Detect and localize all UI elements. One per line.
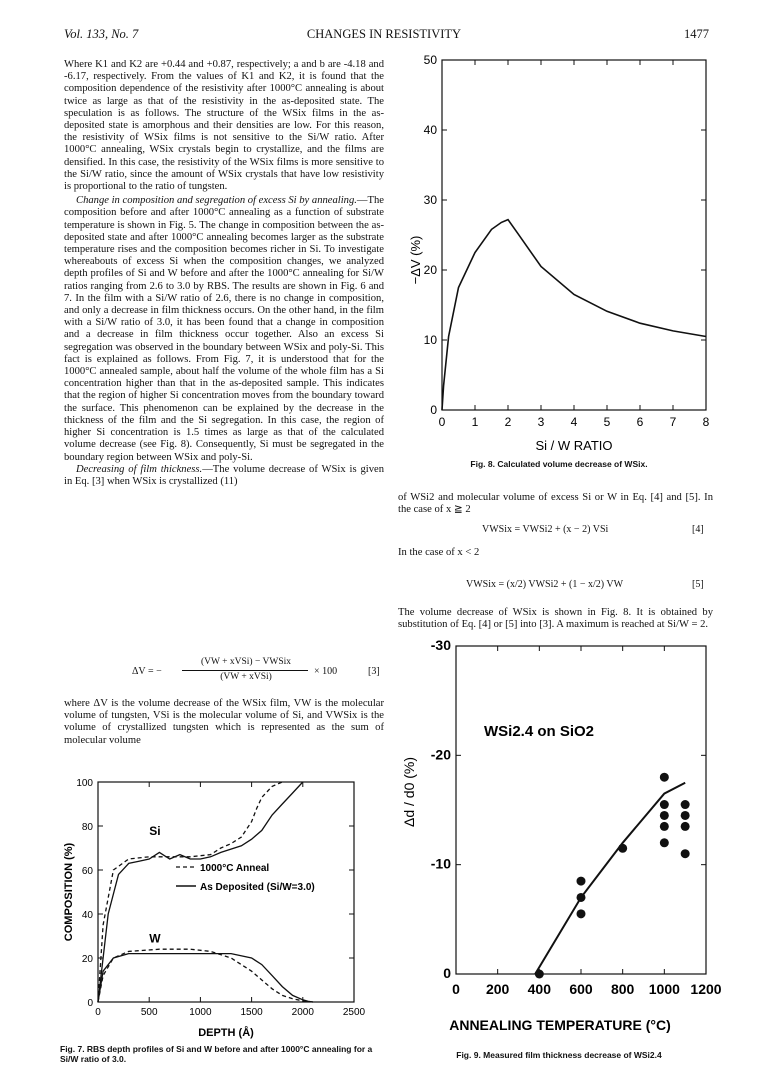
x-axis-label: ANNEALING TEMPERATURE (°C) bbox=[449, 1017, 671, 1033]
y-tick-label: 20 bbox=[81, 954, 93, 965]
plot-frame bbox=[442, 60, 706, 410]
y-tick-label: 40 bbox=[81, 910, 93, 921]
x-tick-label: 5 bbox=[603, 415, 611, 429]
legend-label: As Deposited (Si/W=3.0) bbox=[200, 882, 315, 893]
data-point bbox=[660, 838, 669, 847]
y-tick-label: -30 bbox=[430, 637, 451, 653]
left-text-column-bottom bbox=[64, 698, 384, 747]
eq3-denominator: (VW + xVSi) bbox=[220, 672, 272, 682]
eq4-body: VWSix = VWSi2 + (x − 2) VSi bbox=[482, 524, 609, 535]
y-tick-label: 80 bbox=[81, 822, 93, 833]
x-tick-label: 3 bbox=[537, 415, 545, 429]
eq3-tail: × 100 bbox=[314, 666, 338, 677]
fig8-chart bbox=[400, 50, 718, 460]
paragraph bbox=[64, 464, 384, 488]
left-text-column bbox=[64, 59, 384, 488]
data-point bbox=[681, 849, 690, 858]
paragraph-text: —The composition before and after 1000°C annealing as a function of substrate temperature is shown in Fig. 5. The change in composition between the as-deposited state and after 1000°C annealing becomes larger as the substrate temperature rises and the composition becomes richer in Si. To investigate whereabouts of excess Si when the composition changes, we analyzed depth profiles of Si and W before and after the 1000°C annealing for Si/W ratios ranging from 2.6 to 3.0 by RBS. The results are shown in Fig. 6 and 7. In the film with a Si/W ratio of 2.6, there is no change in composition, and only a decrease in film thickness occurs. On the other hand, in the film with a Si/W ratio of 3.0, it has been found that a change in composition and a decrease in film thickness occur together. Also an excess Si segregation was observed in the boundary between WSix and poly-Si. This fact is explained as follows. From Fig. 7, it is understood that for the 1000°C annealed sample, about half the volume of the whole film has a Si concentration higher than that in the as-deposited sample. This indicates that the region of higher Si concentration moves from the boundary toward the surface. This phenomenon can be explained by the decrease in the thickness of the film and the Si segregation. In this case, the region of higher Si concentration is 1.5 times as large as that of the calculated volume decrease (see Fig. 8). Consequently, Si must be segregated in the boundary region between WSix and poly-Si. bbox=[64, 195, 384, 463]
x-axis-label: Si / W RATIO bbox=[535, 438, 613, 453]
section-heading: Change in composition and segregation of excess Si by annealing. bbox=[76, 195, 357, 207]
x-tick-label: 0 bbox=[452, 981, 460, 997]
data-point bbox=[660, 800, 669, 809]
paragraph: The volume decrease of WSix is shown in Fig. 8. It is obtained by substitution of Eq. [4] or [5] into [3]. A maximum is reached at Si/W = 2. bbox=[398, 607, 713, 631]
legend-label: 1000°C Anneal bbox=[200, 863, 270, 874]
fig9-caption: Fig. 9. Measured film thickness decrease of WSi2.4 bbox=[456, 1050, 662, 1060]
data-point bbox=[618, 844, 627, 853]
paragraph: Where K1 and K2 are +0.44 and +0.87, respectively; a and b are -4.18 and -6.17, respectively. From the values of K1 and K2, it is found that the composition dependence of the resistivity after 1000°C annealing is about twice as large as that of the resistivity in the as-deposited state. The speculation is as follows. The structure of the WSix films in the as-deposited state is amorphous and their densities are low. For this reason, the resistivity of WSix films is not sensitive to the Si/W ratio. After 1000°C annealing, WSix crystals begin to crystallize, and the films are densified. In this case, the resistivity of the WSix films is more sensitive to the Si/W ratio, since the amount of WSix crystals that have low resistivity is proportional to the ratio of tungsten. bbox=[64, 59, 384, 193]
eq3-lhs: ΔV = − bbox=[132, 666, 162, 677]
y-tick-label: -10 bbox=[430, 855, 451, 872]
y-axis-label: COMPOSITION (%) bbox=[63, 842, 75, 942]
fig7-chart bbox=[58, 770, 378, 1042]
x-tick-label: 1000 bbox=[189, 1007, 212, 1018]
eq3-tag: [3] bbox=[368, 666, 380, 677]
eq5-tag: [5] bbox=[692, 579, 704, 590]
y-axis-label: Δd / d0 (%) bbox=[401, 756, 417, 828]
x-tick-label: 800 bbox=[610, 981, 635, 997]
x-axis-label: DEPTH (Å) bbox=[198, 1027, 254, 1039]
x-tick-label: 0 bbox=[95, 1007, 101, 1018]
y-tick-label: 100 bbox=[76, 778, 93, 789]
x-tick-label: 4 bbox=[570, 415, 578, 429]
y-tick-label: 10 bbox=[423, 333, 437, 347]
data-point bbox=[577, 877, 586, 886]
data-point bbox=[535, 970, 544, 979]
y-tick-label: 0 bbox=[430, 403, 437, 417]
x-tick-label: 0 bbox=[438, 415, 446, 429]
paragraph: where ΔV is the volume decrease of the WSix film, VW is the molecular volume of tungsten, VSi is the molecular volume of Si, and VWSix is the volume of crystallized tungsten which is represented as the sum of molecular volume bbox=[64, 698, 384, 746]
anneal-profile-line bbox=[98, 949, 313, 1002]
eq5-body: VWSix = (x/2) VWSi2 + (1 − x/2) VW bbox=[466, 579, 624, 590]
page-number: 1477 bbox=[684, 27, 709, 41]
x-tick-label: 400 bbox=[527, 981, 552, 997]
equation-3 bbox=[64, 653, 384, 693]
running-title: CHANGES IN RESISTIVITY bbox=[306, 27, 462, 41]
plot-frame bbox=[456, 646, 706, 974]
paragraph bbox=[64, 195, 384, 463]
right-text-column-end bbox=[398, 607, 713, 631]
data-point bbox=[577, 893, 586, 902]
fig8-caption: Fig. 8. Calculated volume decrease of WSix. bbox=[470, 459, 648, 469]
y-tick-label: 60 bbox=[81, 866, 93, 877]
x-tick-label: 7 bbox=[669, 415, 677, 429]
eq4-tag: [4] bbox=[692, 524, 704, 535]
x-tick-label: 1200 bbox=[690, 981, 722, 997]
x-tick-label: 6 bbox=[636, 415, 644, 429]
x-tick-label: 1 bbox=[471, 415, 479, 429]
x-tick-label: 2 bbox=[504, 415, 512, 429]
data-point bbox=[681, 811, 690, 820]
data-point bbox=[660, 773, 669, 782]
y-tick-label: 0 bbox=[87, 998, 93, 1009]
x-tick-label: 500 bbox=[140, 1007, 158, 1018]
paragraph: of WSi2 and molecular volume of excess Si or W in Eq. [4] and [5]. In the case of x ≧ 2 bbox=[398, 492, 713, 516]
y-tick-label: 30 bbox=[423, 193, 437, 207]
series-annotation: Si bbox=[149, 823, 161, 838]
x-tick-label: 1500 bbox=[240, 1007, 263, 1018]
x-tick-label: 200 bbox=[485, 981, 510, 997]
y-tick-label: 50 bbox=[423, 53, 437, 67]
data-point bbox=[577, 909, 586, 918]
y-tick-label: 0 bbox=[443, 965, 451, 981]
y-tick-label: 40 bbox=[423, 123, 437, 137]
x-tick-label: 600 bbox=[569, 981, 593, 997]
fig9-chart bbox=[400, 632, 722, 1052]
data-point bbox=[681, 822, 690, 831]
x-tick-label: 1000 bbox=[648, 981, 680, 997]
y-tick-label: 20 bbox=[423, 263, 437, 277]
x-tick-label: 8 bbox=[702, 415, 710, 429]
right-text-column-mid bbox=[398, 547, 713, 559]
paragraph: In the case of x < 2 bbox=[398, 547, 480, 558]
chart-title: WSi2.4 on SiO2 bbox=[484, 723, 595, 740]
as-deposited-profile-line bbox=[98, 954, 313, 1002]
right-text-column bbox=[398, 492, 713, 516]
data-point bbox=[681, 800, 690, 809]
y-tick-label: -20 bbox=[430, 746, 451, 763]
series-annotation: W bbox=[149, 931, 161, 946]
journal-volume: Vol. 133, No. 7 bbox=[64, 27, 139, 41]
section-heading: Decreasing of film thickness. bbox=[76, 463, 203, 475]
y-axis-label: −ΔV (%) bbox=[408, 235, 423, 285]
x-tick-label: 2500 bbox=[342, 1007, 366, 1018]
data-point bbox=[660, 811, 669, 820]
data-point bbox=[660, 822, 669, 831]
fraction-bar bbox=[182, 670, 308, 671]
paragraph-text: —The volume decrease of WSix is given in Eq. [3] when WSix is crystallized (11) bbox=[64, 463, 384, 487]
volume-decrease-line bbox=[442, 220, 706, 410]
eq3-numerator: (VW + xVSi) − VWSix bbox=[200, 657, 292, 667]
x-tick-label: 2000 bbox=[291, 1007, 314, 1018]
fig7-caption: Fig. 7. RBS depth profiles of Si and W before and after 1000°C annealing for a Si/W ratio of 3.0. bbox=[60, 1044, 373, 1064]
